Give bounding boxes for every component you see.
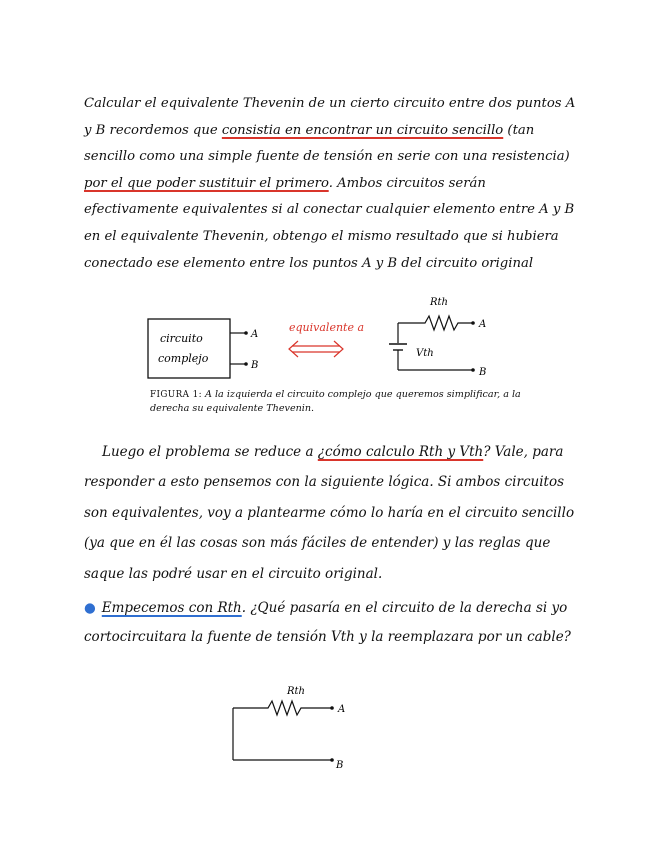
para2-text-2: ? Vale, para responder a esto pensemos con la siguiente lógica. Si ambos circuitos son equivalentes, voy a plantearme cómo lo haría en el circuito sencillo (ya que en él las cosas son más fáciles de entender) y las reglas que saque las podré usar en el circuito original. xyxy=(84,444,575,582)
fig2-resistor xyxy=(233,701,331,715)
thevenin-terminal-a xyxy=(471,321,475,325)
fig2-terminal-a xyxy=(330,706,334,710)
box-terminal-b xyxy=(244,362,248,366)
fig2-term-b-label: B xyxy=(336,760,344,771)
complex-circuit-box xyxy=(148,319,230,378)
figure-1-caption xyxy=(150,388,550,416)
bullet-paragraph xyxy=(84,594,584,652)
intro-text-3: . Ambos circuitos serán efectivamente equivalentes si al conectar cualquier elemento entre A y B en el equivalente Thevenin, obtengo el mismo resultado que si hubiera conectado ese elemento entre los puntos A y B del circuito original xyxy=(84,175,575,271)
equivalent-label: equivalente a xyxy=(289,321,365,334)
para2-question: ¿cómo calculo Rth y Vth xyxy=(317,444,484,460)
paragraph-2 xyxy=(84,437,584,589)
bullet-text: . ¿Qué pasaría en el circuito de la derecha si yo cortocircuitara la fuente de tensión Vth y la reemplazara por un cable? xyxy=(84,600,571,645)
thevenin-v-label: Vth xyxy=(416,348,434,359)
box-label-line2: complejo xyxy=(158,352,209,365)
thevenin-resistor xyxy=(398,316,472,330)
intro-underlined-2: por el que poder sustituir el primero xyxy=(84,175,329,191)
thevenin-terminal-b xyxy=(471,368,475,372)
thevenin-term-a-label: A xyxy=(479,319,487,330)
caption-figure-label: FIGURA 1: xyxy=(150,390,202,400)
fig2-term-a-label: A xyxy=(338,704,346,715)
intro-text-1: Calcular el equivalente Thevenin de un cierto circuito entre dos puntos A y B recordemos que xyxy=(84,96,576,138)
caption-text: A la izquierda el circuito complejo que queremos simplificar, a la derecha su equivalente Thevenin. xyxy=(150,389,521,414)
bullet-icon: ● xyxy=(84,600,96,616)
fig2-terminal-b xyxy=(330,758,334,762)
intro-paragraph xyxy=(84,91,584,277)
fig2-r-label: Rth xyxy=(287,686,305,697)
intro-text-2: (tan sencillo como una simple fuente de tensión en serie con una resistencia) xyxy=(84,122,570,165)
box-label-line1: circuito xyxy=(160,332,203,345)
para2-text-1: Luego el problema se reduce a xyxy=(102,444,318,460)
thevenin-term-b-label: B xyxy=(479,367,487,378)
box-term-a-label: A xyxy=(251,329,259,340)
box-term-b-label: B xyxy=(251,360,259,371)
box-terminal-a xyxy=(244,331,248,335)
thevenin-r-label: Rth xyxy=(430,297,448,308)
bullet-heading: Empecemos con Rth xyxy=(101,600,242,616)
double-arrow-icon xyxy=(289,341,343,357)
intro-underlined-1: consistia en encontrar un circuito sencillo xyxy=(221,122,504,138)
